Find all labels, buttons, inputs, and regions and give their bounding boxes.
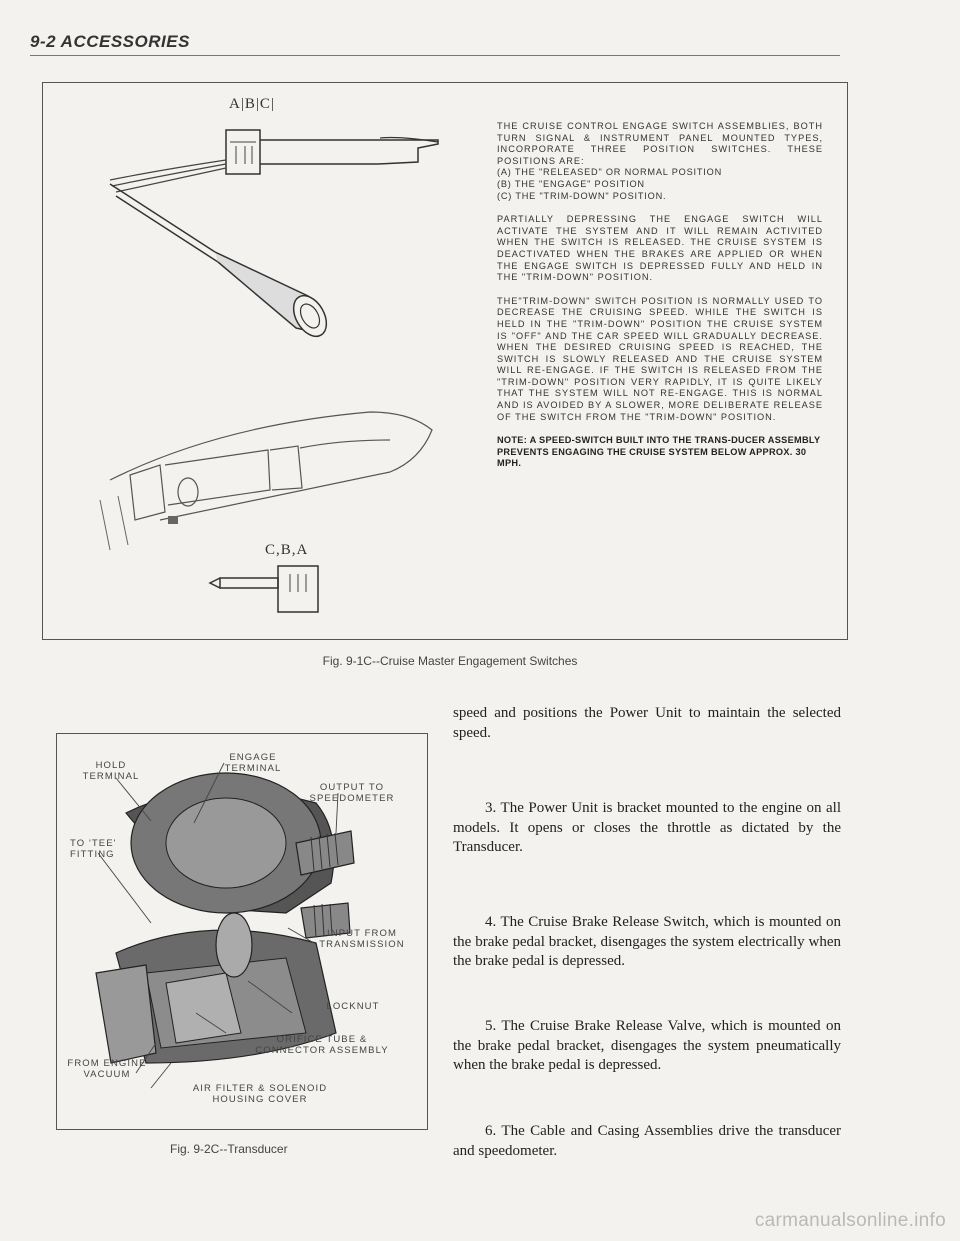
body-paragraph-6: 6. The Cable and Casing Assemblies drive the transducer and speedometer.	[453, 1123, 841, 1159]
body-paragraph-5: 5. The Cruise Brake Release Valve, which is mounted on the brake pedal bracket, disengages the system pneumatically when the brake pedal is depressed.	[453, 1018, 841, 1074]
label-air-filter-solenoid: AIR FILTER & SOLENOID HOUSING COVER	[192, 1083, 328, 1105]
figure-1-caption: Fig. 9-1C--Cruise Master Engagement Switches	[322, 654, 578, 668]
label-to-tee-fitting: TO 'TEE' FITTING	[70, 838, 117, 860]
label-hold-terminal: HOLD TERMINAL	[82, 760, 140, 782]
label-input-from-transmission: INPUT FROM TRANSMISSION	[319, 928, 405, 950]
position-a: (A) THE "RELEASED" OR NORMAL POSITION	[497, 167, 723, 178]
figure-1-paragraph-2: PARTIALLY DEPRESSING THE ENGAGE SWITCH WILL ACTIVATE THE SYSTEM AND IT WILL REMAIN ACTIVITED WHEN THE SWITCH IS RELEASED. THE CRUISE SYSTEM IS DEACTIVATED WHEN THE BRAKES ARE APPLIED OR WHEN THE ENGAGE SWITCH IS DEPRESSED FULLY AND HELD IN THE "TRIM-DOWN" POSITION.	[497, 214, 823, 283]
figure-1-intro: THE CRUISE CONTROL ENGAGE SWITCH ASSEMBLIES, BOTH TURN SIGNAL & INSTRUMENT PANEL MOUNTED TYPES, INCORPORATE THREE POSITION SWITCHES. THESE POSITIONS ARE:	[497, 121, 823, 166]
header-rule	[30, 55, 840, 56]
watermark: carmanualsonline.info	[754, 1210, 946, 1231]
figure-1-note: NOTE: A SPEED-SWITCH BUILT INTO THE TRANS-DUCER ASSEMBLY PREVENTS ENGAGING THE CRUISE SYSTEM BELOW APPROX. 30 MPH.	[497, 435, 821, 469]
switch-position-labels-bottom: C,B,A	[265, 542, 309, 558]
figure-1-paragraph-3: THE"TRIM-DOWN" SWITCH POSITION IS NORMALLY USED TO DECREASE THE CRUISING SPEED. WHILE THE SWITCH IS HELD IN THE "TRIM-DOWN" POSITION THE CRUISE SYSTEM IS "OFF" AND THE CAR SPEED WILL GRADUALLY DECREASE. WHEN THE DESIRED CRUISING SPEED IS REACHED, THE SWITCH IS SLOWLY RELEASED AND THE CRUISE SYSTEM WILL RE-ENGAGE. IF THE SWITCH IS RELEASED FROM THE "TRIM-DOWN" POSITION VERY RAPIDLY, IT IS QUITE LIKELY THAT THE SYSTEM WILL NOT RE-ENGAGE. THIS IS NORMAL AND IS AVOIDED BY A SLOWER, MORE DELIBERATE RELEASE OF THE SWITCH FROM THE "TRIM-DOWN" POSITION.	[497, 295, 823, 422]
body-paragraph-1: speed and positions the Power Unit to maintain the selected speed.	[453, 705, 841, 741]
label-from-engine-vacuum: FROM ENGINE VACUUM	[67, 1058, 147, 1080]
body-paragraph-3: 3. The Power Unit is bracket mounted to the engine on all models. It opens or closes the throttle as dictated by the Transducer.	[453, 800, 841, 856]
body-paragraph-4: 4. The Cruise Brake Release Switch, which is mounted on the brake pedal bracket, disengages the system electrically when the brake pedal is depressed.	[453, 914, 841, 970]
switch-position-labels-top: A|B|C|	[229, 96, 275, 112]
label-orifice-tube: ORIFICE TUBE & CONNECTOR ASSEMBLY	[255, 1034, 389, 1056]
page-header: 9-2 ACCESSORIES	[30, 32, 190, 51]
position-b: (B) THE "ENGAGE" POSITION	[497, 178, 645, 189]
label-locknut: LOCKNUT	[326, 1001, 380, 1012]
label-engage-terminal: ENGAGE TERMINAL	[224, 752, 282, 774]
position-c: (C) THE "TRIM-DOWN" POSITION.	[497, 190, 667, 201]
figure-1-description	[497, 121, 823, 470]
figure-2-caption: Fig. 9-2C--Transducer	[170, 1142, 288, 1156]
label-output-to-speedometer: OUTPUT TO SPEEDOMETER	[309, 782, 395, 804]
